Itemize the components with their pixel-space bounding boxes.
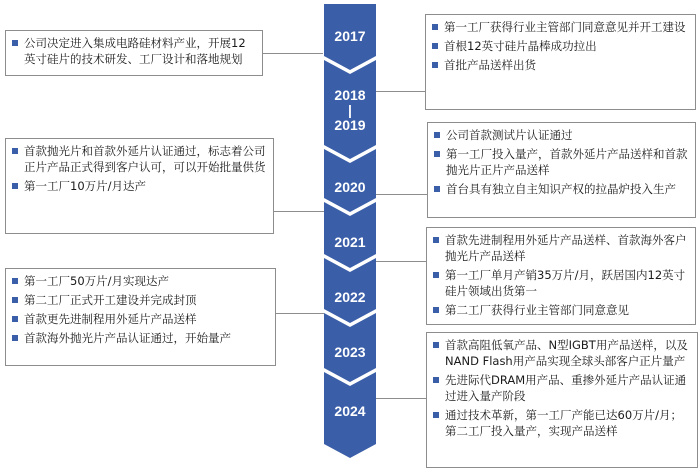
event-item (432, 38, 689, 54)
event-text: 通过技术革新，第一工厂产能已达60万片/月；第二工厂投入量产，实现产品送样 (445, 408, 683, 438)
year-label-2018: 2018 (334, 87, 366, 103)
bullet-icon (12, 40, 18, 46)
event-text: 首款高阻低氧产品、N型IGBT用产品送样，以及NAND Flash用产品实现全球头部客户正片量产 (445, 338, 688, 368)
event-item (433, 372, 691, 404)
event-text: 首款先进制程用外延片产品送样、首款海外客户抛光片产品送样 (445, 233, 687, 263)
bullet-icon (433, 272, 439, 278)
bullet-icon (12, 335, 18, 341)
event-text: 先进际代DRAM用产品、重掺外延片产品认证通过进入量产阶段 (445, 373, 687, 403)
event-item (433, 267, 689, 299)
connector-left-2017 (263, 53, 323, 54)
event-item (433, 407, 691, 439)
event-text: 公司首款测试片认证通过 (446, 128, 573, 142)
event-text: 首批产品送样出货 (444, 58, 536, 72)
event-text: 第一工厂获得行业主管部门同意意见并开工建设 (444, 20, 686, 34)
event-item (12, 273, 269, 289)
bullet-icon (432, 43, 438, 49)
event-box-right-2024 (426, 332, 698, 468)
event-item (12, 292, 269, 308)
bullet-icon (433, 342, 439, 348)
event-item (12, 311, 269, 327)
event-text: 第一工厂50万片/月实现达产 (24, 274, 170, 288)
event-item (434, 146, 689, 178)
event-item (12, 178, 267, 194)
connector-left-2020 (274, 211, 324, 212)
event-text: 第二工厂正式开工建设并完成封顶 (24, 293, 197, 307)
event-box-left-2022 (5, 268, 276, 366)
event-item (433, 337, 691, 369)
event-item (12, 330, 269, 346)
event-text: 首款抛光片和首款外延片认证通过，标志着公司正片产品正式得到客户认可，可以开始批量供货 (24, 144, 266, 174)
year-label-2024: 2024 (334, 403, 366, 419)
event-box-right-2020 (427, 122, 696, 218)
year-label-2022: 2022 (334, 289, 366, 305)
event-item (433, 302, 689, 318)
year-label-2017: 2017 (334, 28, 366, 44)
timeline-arrow (320, 0, 380, 473)
connector-left-2022 (276, 313, 324, 314)
connector-right-2020 (376, 194, 427, 195)
bullet-icon (12, 183, 18, 189)
event-item (434, 127, 689, 143)
event-item (434, 181, 689, 197)
event-text: 公司决定进入集成电路硅材料产业，开展12英寸硅片的技术研发、工厂设计和落地规划 (24, 36, 246, 66)
bullet-icon (434, 132, 440, 138)
bullet-icon (433, 307, 439, 313)
connector-right-2024 (376, 398, 426, 399)
event-text: 首款更先进制程用外延片产品送样 (24, 312, 197, 326)
bullet-icon (434, 151, 440, 157)
year-label-2021: 2021 (334, 234, 366, 250)
event-box-right-2017 (425, 14, 696, 110)
event-text: 首款海外抛光片产品认证通过，开始量产 (24, 331, 231, 345)
bullet-icon (12, 297, 18, 303)
event-text: 首根12英寸硅片晶棒成功拉出 (444, 39, 597, 53)
bullet-icon (12, 278, 18, 284)
bullet-icon (12, 148, 18, 154)
bullet-icon (433, 237, 439, 243)
event-item (12, 143, 267, 175)
year-label-2020: 2020 (334, 179, 366, 195)
bullet-icon (434, 186, 440, 192)
bullet-icon (433, 377, 439, 383)
event-item (432, 19, 689, 35)
bullet-icon (12, 316, 18, 322)
event-text: 第一工厂10万片/月达产 (24, 179, 147, 193)
year-label-2023: 2023 (334, 344, 366, 360)
bullet-icon (433, 412, 439, 418)
event-text: 第一工厂投入量产，首款外延片产品送样和首款抛光片正片产品送样 (446, 147, 688, 177)
event-box-left-2020 (5, 138, 274, 234)
bullet-icon (432, 62, 438, 68)
event-text: 第二工厂获得行业主管部门同意意见 (445, 303, 629, 317)
year-label-2019: 2019 (334, 117, 366, 133)
bullet-icon (432, 24, 438, 30)
event-box-right-2022 (426, 227, 696, 325)
event-box-left-2017 (5, 30, 263, 76)
event-item (12, 35, 256, 67)
event-item (432, 57, 689, 73)
event-text: 首台具有独立自主知识产权的拉晶炉投入生产 (446, 182, 676, 196)
event-item (433, 232, 689, 264)
connector-right-2022 (376, 261, 426, 262)
connector-right-2017 (376, 91, 425, 92)
year-separator: | (348, 102, 352, 118)
event-text: 第一工厂单月产销35万片/月，跃居国内12英寸硅片领域出货第一 (445, 268, 686, 298)
